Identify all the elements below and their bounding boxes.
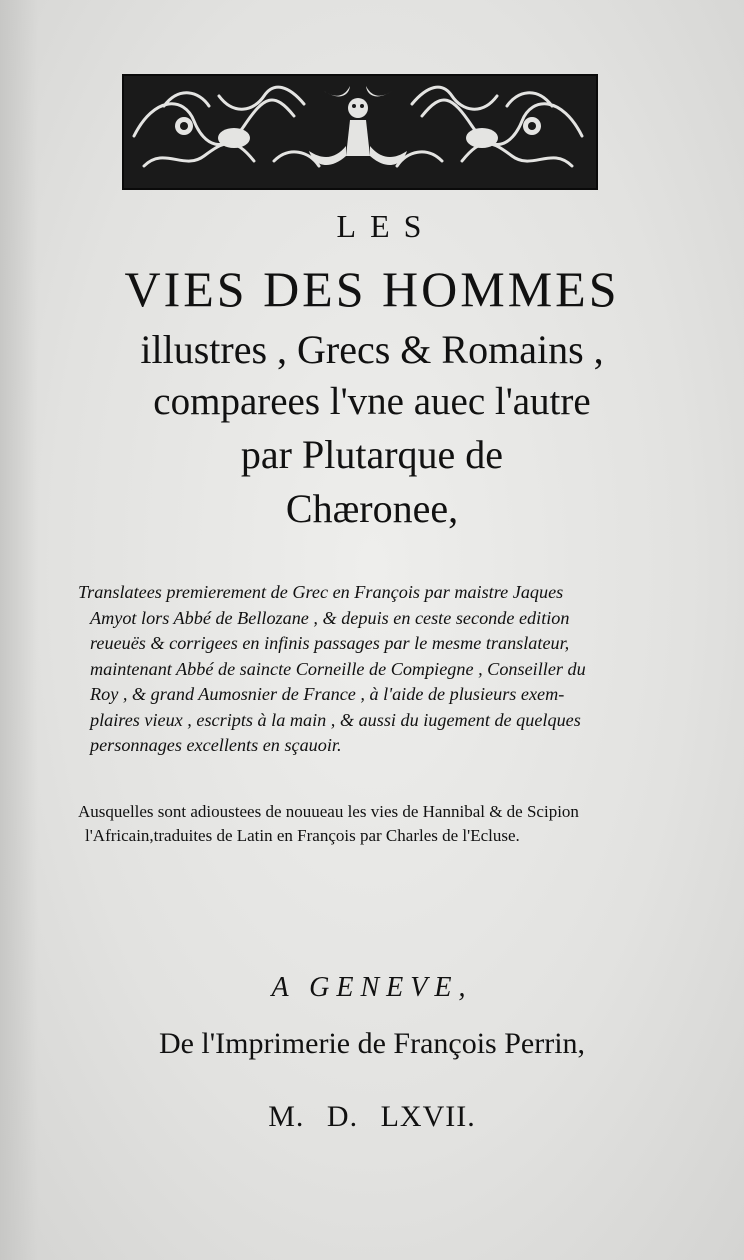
title-main: VIES DES HOMMES [124, 261, 620, 317]
translation-line: plaires vieux , escripts à la main , & aussi du iugement de quelques [90, 709, 581, 730]
subtitle-line-2: comparees l'vne auec l'autre [153, 380, 591, 423]
imprint-date: M. D. LXVII. [268, 1100, 476, 1133]
subtitle-line-1: illustres , Grecs & Romains , [140, 327, 604, 372]
imprint-place: A GENEVE, [271, 972, 473, 1003]
addition-line: Ausquelles sont adioustees de nouueau les vies de Hannibal & de Scipion [78, 802, 579, 821]
translation-line: Roy , & grand Aumosnier de France , à l'aide de plusieurs exem- [90, 684, 565, 704]
translation-line: Translatees premierement de Grec en François par maistre Jaques [78, 582, 564, 602]
woodcut-headpiece-icon [122, 74, 598, 190]
translation-line: reueuës & corrigees en infinis passages par le mesme translateur, [90, 633, 570, 653]
imprint-printer: De l'Imprimerie de François Perrin, [158, 1027, 586, 1060]
addition-note [78, 800, 678, 848]
ornament-graphic [124, 76, 592, 184]
subtitle-line-3: par Plutarque de [240, 432, 504, 477]
translation-line: Amyot lors Abbé de Bellozane , & depuis en ceste seconde edition [90, 607, 570, 628]
translation-note [78, 580, 668, 759]
subtitle-line-4: Chæronee, [285, 486, 459, 531]
title-les: LES [336, 208, 436, 244]
translation-line: maintenant Abbé de saincte Corneille de Compiegne , Conseiller du [90, 658, 586, 679]
translation-line: personnages excellents en sçauoir. [90, 735, 342, 755]
addition-line: l'Africain,traduites de Latin en François par Charles de l'Ecluse. [85, 826, 520, 845]
